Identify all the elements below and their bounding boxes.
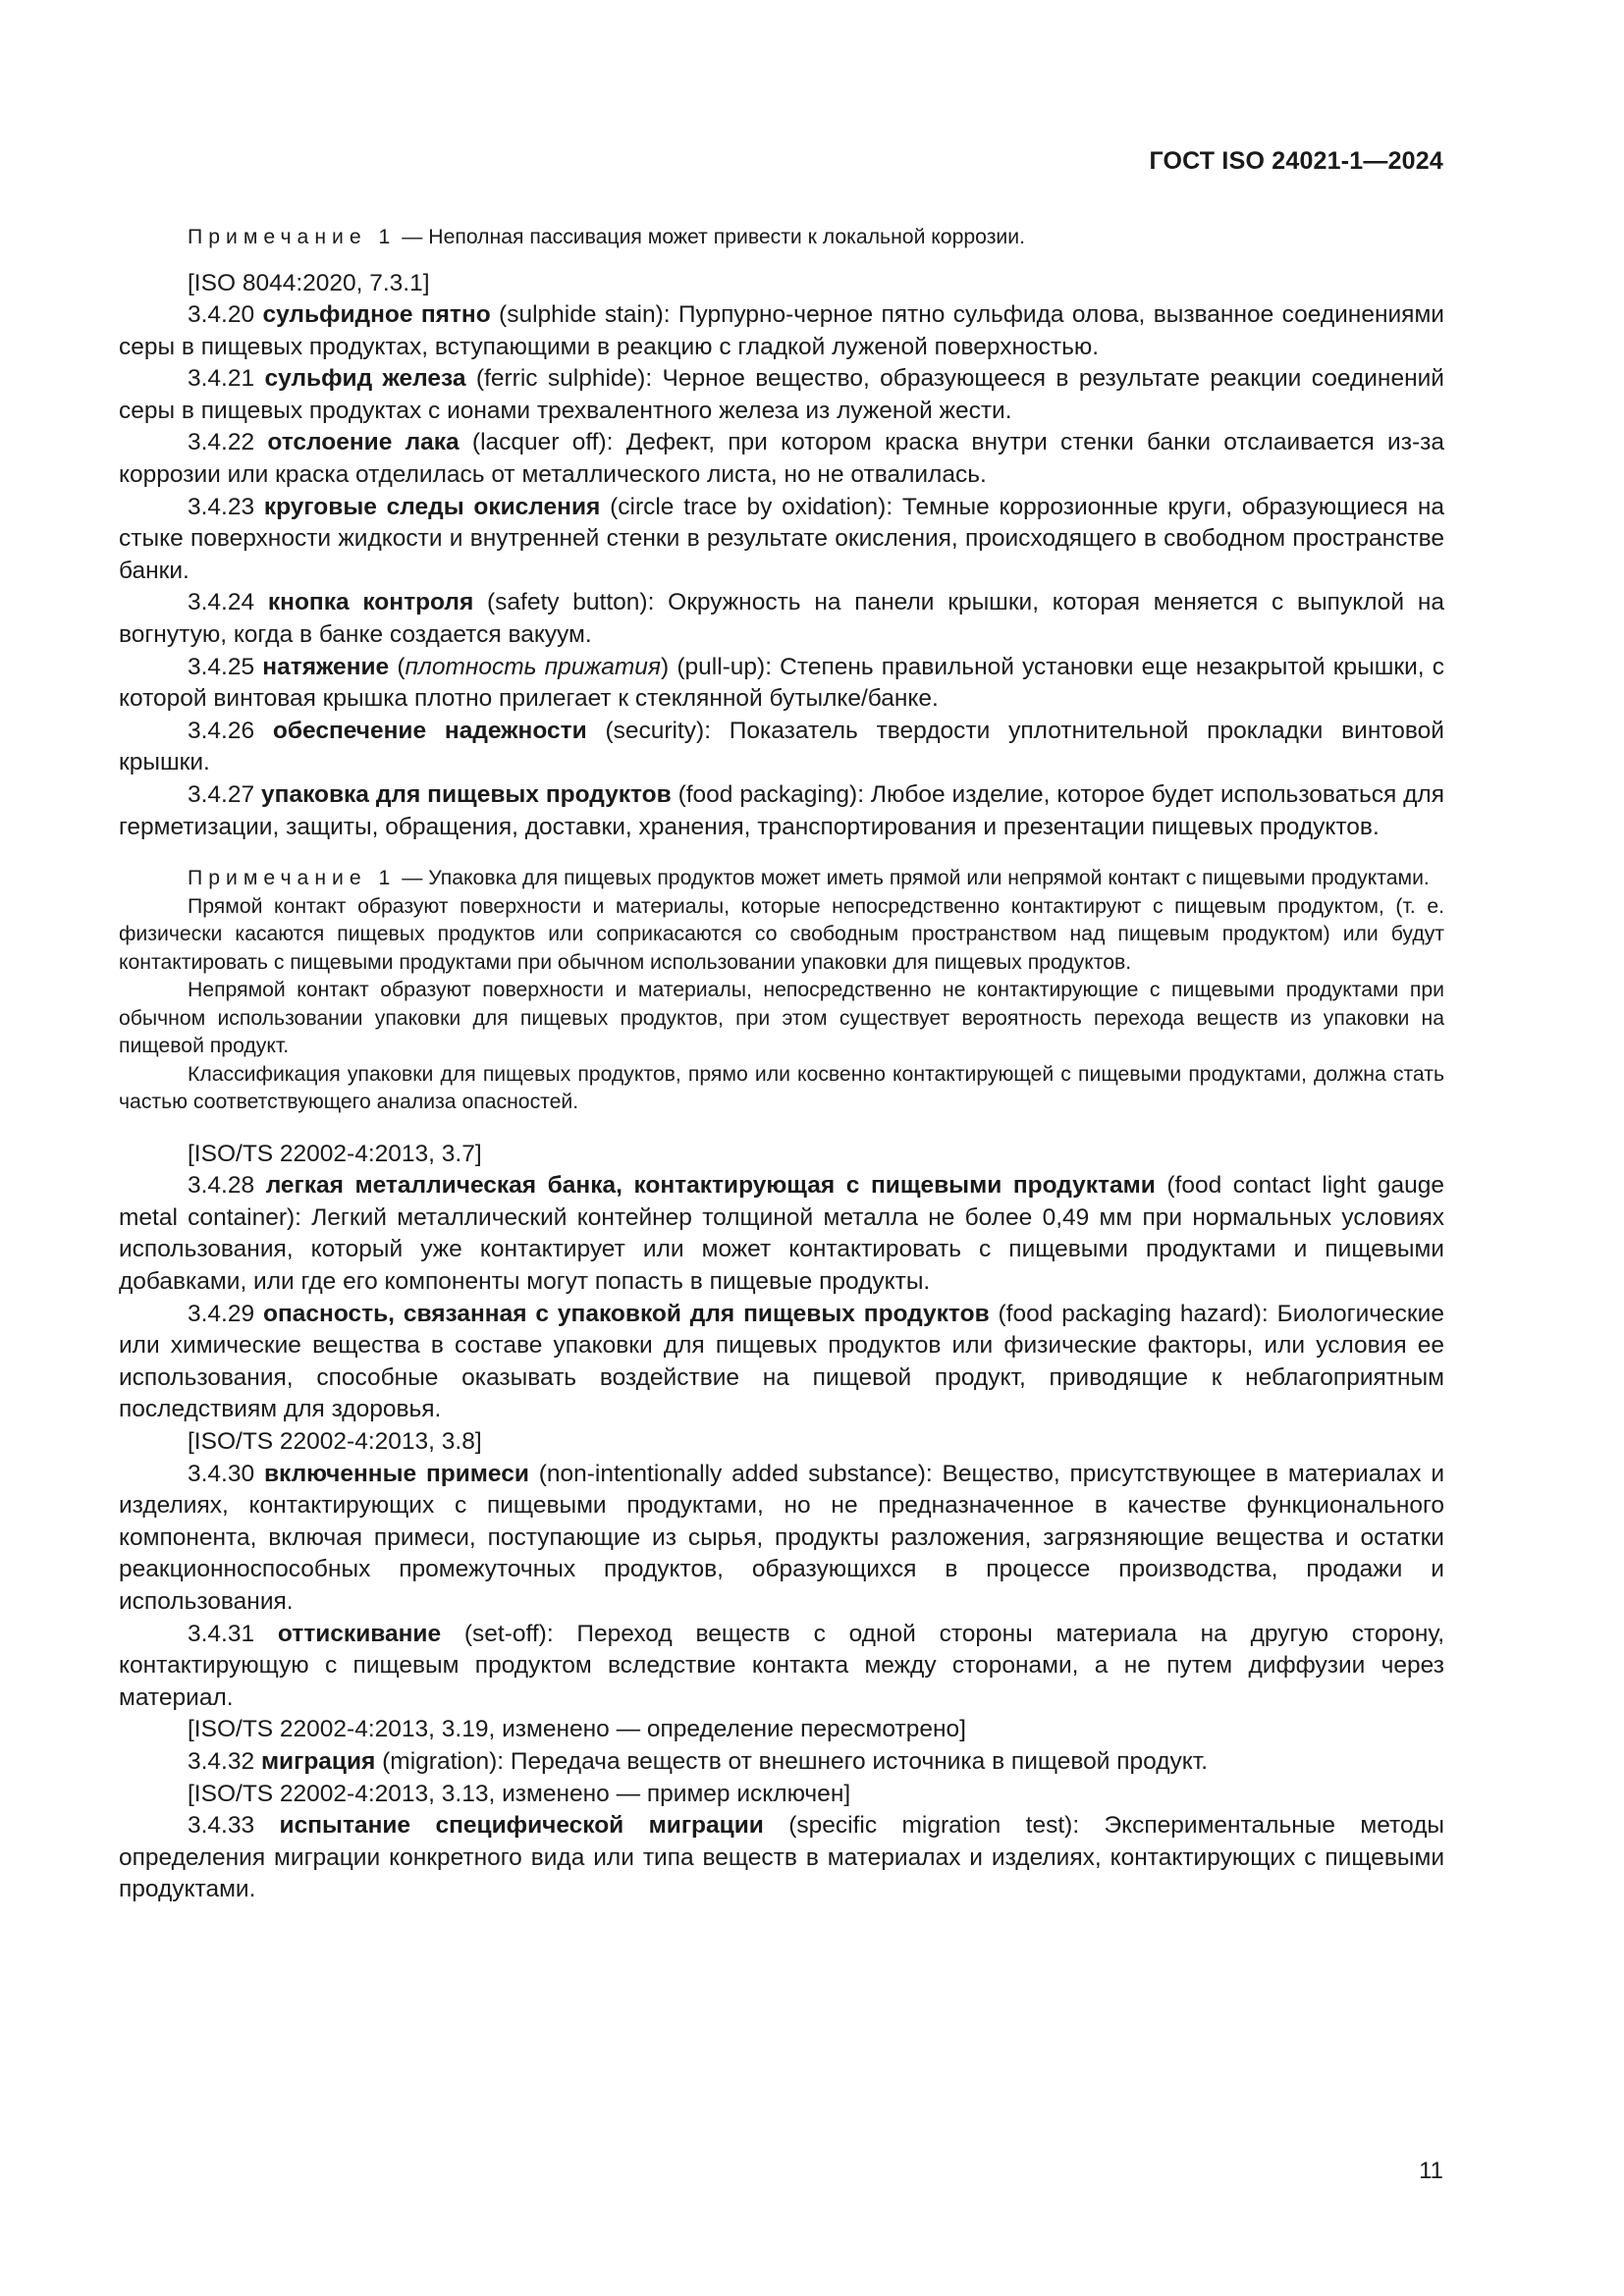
term-number: 3.4.23	[188, 493, 264, 520]
term-paren: (	[389, 653, 406, 680]
term-title: сульфидное пятно	[262, 301, 491, 329]
note-passivation	[119, 224, 1444, 252]
term-number: 3.4.25	[188, 653, 263, 680]
term-definition: ) (pull-up): Степень правильной установки еще незакрытой крышки, с которой винтовая крышка плотно прилегает к стеклянной бутылке/банке.	[119, 653, 1445, 713]
term-3-4-32	[119, 1746, 1444, 1779]
term-title: оттискивание	[277, 1620, 442, 1647]
term-number: 3.4.33	[188, 1812, 280, 1840]
note-food-packaging	[119, 865, 1444, 1117]
term-definition: (security): Показатель твердости уплотнительной прокладки винтовой крышки.	[119, 717, 1444, 776]
term-3-4-27	[119, 779, 1444, 843]
term-title: легкая металлическая банка, контактирующая с пищевыми продуктами	[265, 1172, 1156, 1200]
note-paragraph	[119, 865, 1444, 893]
term-definition: (safety button): Окружность на панели крышки, которая меняется с выпуклой на вогнутую, когда в банке создается вакуум.	[119, 589, 1444, 649]
term-title: опасность, связанная с упаковкой для пищевых продуктов	[263, 1300, 990, 1327]
term-number: 3.4.24	[188, 589, 268, 616]
term-definition: (specific migration test): Экспериментальные методы определения миграции конкретного вида или типа веществ в материалах и изделиях, контактирующих с пищевыми продуктами.	[119, 1812, 1444, 1903]
term-definition: (food packaging hazard): Биологические или химические вещества в составе упаковки для пищевых продуктов или физические факторы, или условия ее использования, способные оказывать воздействие на пищевой продукт, приводящие к неблагоприятным последствиям для здоровья.	[119, 1300, 1444, 1423]
term-title: сульфид железа	[264, 365, 466, 393]
page-content	[119, 224, 1444, 1906]
term-definition: (sulphide stain): Пурпурно-черное пятно сульфида олова, вызванное соединениями серы в пищевых продуктах, вступающими в реакцию с гладкой луженой поверхностью.	[119, 301, 1444, 360]
reference-iso-ts-3-7: [ISO/TS 22002-4:2013, 3.7]	[188, 1140, 482, 1167]
term-3-4-31	[119, 1619, 1444, 1715]
page-number: 11	[1419, 2158, 1443, 2184]
term-3-4-33	[119, 1810, 1444, 1906]
term-title: натяжение	[262, 653, 390, 680]
term-definition: (ferric sulphide): Черное вещество, образующееся в результате реакции соединений серы в пищевых продуктах с ионами трехвалентного железа из луженой жести.	[119, 365, 1444, 424]
term-title: кнопка контроля	[267, 589, 474, 616]
note-label: Примечание 1	[188, 867, 397, 890]
term-number: 3.4.26	[188, 717, 273, 744]
term-number: 3.4.20	[188, 301, 263, 329]
term-3-4-20	[119, 299, 1444, 363]
term-definition: (food contact light gauge metal container): Легкий металлический контейнер толщиной металла не более 0,49 мм при нормальных условиях использования, который уже контактирует или может контактировать с пищевыми продуктами и пищевыми добавками, или где его компоненты могут попасть в пищевые продукты.	[119, 1172, 1444, 1296]
term-title: упаковка для пищевых продуктов	[261, 781, 672, 808]
term-number: 3.4.30	[188, 1460, 264, 1487]
term-title: миграция	[260, 1747, 376, 1775]
term-number: 3.4.21	[188, 365, 265, 393]
reference-iso-ts-3-19: [ISO/TS 22002-4:2013, 3.19, изменено — определение пересмотрено]	[188, 1716, 966, 1743]
term-definition: (non-intentionally added substance): Вещество, присутствующее в материалах и изделиях, контактирующих с пищевыми продуктами, но не предназначенное в качестве функционального компонента, включая примеси, поступающие из сырья, продукты разложения, загрязняющие вещества и остатки реакционноспособных промежуточных продуктов, образующихся в процессе производства, продажи и использования.	[119, 1460, 1444, 1615]
note-text: — Упаковка для пищевых продуктов может иметь прямой или непрямой контакт с пищевыми продуктами.	[396, 867, 1430, 890]
term-number: 3.4.29	[188, 1300, 264, 1327]
note-paragraph: Прямой контакт образуют поверхности и материалы, которые непосредственно контактируют с пищевым продуктом, (т. е. физически касаются пищевых продуктов или соприкасаются со свободным пространством над пищевым продуктом) или будут контактировать с пищевыми продуктами при обычном использовании упаковки для пищевых продуктов.	[119, 894, 1444, 974]
note-text: — Неполная пассивация может привести к локальной коррозии.	[396, 226, 1025, 248]
term-definition: (lacquer off): Дефект, при котором краска внутри стенки банки отслаивается из-за коррозии или краска отделилась от металлического листа, но не отвалилась.	[119, 429, 1444, 489]
term-definition: (food packaging): Любое изделие, которое будет использоваться для герметизации, защиты, обращения, доставки, хранения, транспортирования и презентации пищевых продуктов.	[119, 781, 1444, 840]
term-number: 3.4.32	[188, 1747, 261, 1775]
term-3-4-22	[119, 427, 1444, 491]
term-definition: (set-off): Переход веществ с одной стороны материала на другую сторону, контактирующую с пищевым продуктом вследствие контакта между сторонами, а не путем диффузии через материал.	[119, 1620, 1444, 1711]
term-3-4-29	[119, 1299, 1444, 1426]
term-synonym: плотность прижатия	[405, 653, 662, 680]
term-3-4-30	[119, 1459, 1444, 1619]
term-3-4-23	[119, 492, 1444, 588]
reference-iso-ts-3-13: [ISO/TS 22002-4:2013, 3.13, изменено — пример исключен]	[188, 1780, 851, 1807]
term-title: обеспечение надежности	[272, 717, 587, 744]
note-paragraph: Непрямой контакт образуют поверхности и материалы, непосредственно не контактирующие с пищевыми продуктами при обычном использовании упаковки для пищевых продуктов, при этом существует вероятность перехода веществ из упаковки на пищевой продукт.	[119, 979, 1444, 1058]
term-3-4-28	[119, 1170, 1444, 1298]
term-definition: (circle trace by oxidation): Темные коррозионные круги, образующиеся на стыке поверхности жидкости и внутренней стенки в результате окисления, происходящего в свободном пространстве банки.	[119, 493, 1444, 584]
term-title: включенные примеси	[263, 1460, 529, 1487]
reference-iso8044: [ISO 8044:2020, 7.3.1]	[188, 269, 430, 296]
document-header: ГОСТ ISO 24021-1—2024	[1149, 147, 1443, 175]
term-3-4-21	[119, 363, 1444, 427]
note-paragraph: Классификация упаковки для пищевых продуктов, прямо или косвенно контактирующей с пищевыми продуктами, должна стать частью соответствующего анализа опасностей.	[119, 1062, 1444, 1114]
term-number: 3.4.22	[188, 429, 268, 456]
term-number: 3.4.27	[188, 781, 262, 808]
term-3-4-24	[119, 587, 1444, 651]
term-title: круговые следы окисления	[263, 493, 601, 520]
term-title: отслоение лака	[267, 429, 460, 456]
term-3-4-26	[119, 716, 1444, 779]
term-definition: (migration): Передача веществ от внешнего источника в пищевой продукт.	[375, 1747, 1209, 1775]
term-3-4-25	[119, 652, 1444, 716]
reference-iso-ts-3-8: [ISO/TS 22002-4:2013, 3.8]	[188, 1428, 482, 1456]
term-number: 3.4.28	[188, 1172, 266, 1200]
term-number: 3.4.31	[188, 1620, 278, 1647]
note-label: Примечание 1	[188, 226, 397, 248]
term-title: испытание специфической миграции	[279, 1812, 764, 1840]
